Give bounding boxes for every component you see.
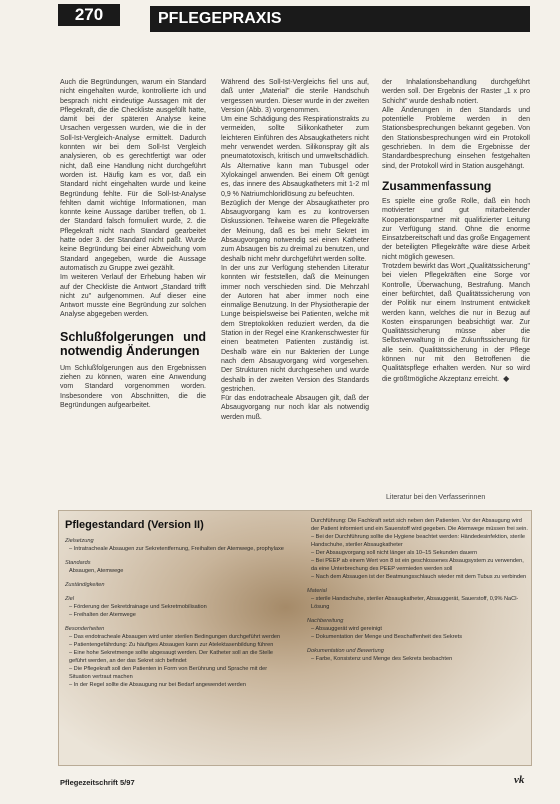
box-list-item: – Der Absaugvorgang soll nicht länger als 10–15 Sekunden dauern xyxy=(311,550,478,556)
journal-footer: Pflegezeitschrift 5/97 xyxy=(60,778,135,787)
box-left-column xyxy=(65,537,287,689)
box-list-item: – Das endotracheale Absaugen wird unter sterilen Bedingungen durchgeführt werden xyxy=(69,634,281,640)
column-1 xyxy=(60,78,206,410)
paragraph: Im weiteren Verlauf der Erhebung haben wir auf der Checkliste die Antwort „Standard trifft nicht zu" aufgenommen. Auf dieser eine Antwort musste eine Begründung zur solchen Analyse abgegeben werden. xyxy=(60,274,206,319)
end-mark-icon: ◆ xyxy=(503,373,510,383)
box-right-column xyxy=(307,517,529,663)
box-list-item: – sterile Handschuhe, steriler Absaugkatheter, Absauggerät, Sauerstoff, 0,9% NaCl-Lösung xyxy=(311,596,519,610)
box-section-label: Besonderheiten xyxy=(65,626,105,632)
paragraph-text: Trotzdem bewirkt das Wort „Qualitätssicherung" bei vielen Pflegekräften eine Sorge vor Kontrolle, Überwachung, Bestrafung. Manch einer befürchtet, daß Qualitätssicherung von der Politik nur einem Instrument entwickelt werden kann, welches die nur in Bezug auf Kosten einsparungen beabsichtigt war. Zur Qualitätssicherung müsse aber die Selbstverwaltung in die Zukunftssicherung für alle sein. Qualitätssicherung in der Pflege können nur mit den Betroffenen die Qualitätspflege erhalten werden. Nur so wird die größtmögliche Akzeptanz erreicht. xyxy=(382,263,530,383)
paragraph-text: Es spielte eine große Rolle, daß ein hoch motivierter und gut mitarbeitender Kooperationspartner mit qualifizierter Leitung zur Verfügung stand. Ohne die enorme Einsatzbereitschaft und das große Engagement der beteiligten Pflegekräfte wäre diese Arbeit nicht möglich gewesen. xyxy=(382,197,530,261)
paragraph xyxy=(382,197,530,262)
box-list-item: – Förderung der Sekretdrainage und Sekretmobilisation xyxy=(69,604,207,610)
box-list-item: – Die Pflegekraft soll den Patienten in Form von Berührung und Sprache mit der Situation vertraut machen xyxy=(69,666,268,680)
page-header xyxy=(0,0,560,34)
column-2 xyxy=(221,78,369,422)
paragraph: In der uns zur Verfügung stehenden Literatur konnten wir feststellen, daß die Meinungen immer noch verschieden sind. Die Mehrzahl der Autoren hat aber immer noch eine einmalige Benutzung. In der Physiotherapie der Lunge beispielsweise bei Patienten, welche mit dem Streptokokken reduziert werden, da die Station in der Regel eine Krankenschwester für einen beatmeten Patienten zuständig ist. Deshalb wäre ein nur Bakterien der Lunge nach dem Absaugvorgang wird vorgesehen. Der Strukturen nicht durchgesehen und wurde deshalb in der zweiten Version des Standards gestrichen. xyxy=(221,264,369,393)
paragraph: Bezüglich der Menge der Absaugkatheter pro Absaugvorgang kam es zu kontroversen Diskussionen. Teilweise waren die Pflegekräfte der Meinung, daß es bei mehr Sekret im Absaugvorgang notwendig sei einen Katheter zum Absaugen bis zu dreimal zu benutzen, und deshalb nicht mehr durchgeführt werden sollte. xyxy=(221,199,369,263)
paragraph: Um Schlußfolgerungen aus den Ergebnissen ziehen zu können, waren eine Anwendung vom Standard vorgenommen worden. Insbesondere von Abschnitten, die die Begründungen aufgearbeitet. xyxy=(60,364,206,409)
page-number: 270 xyxy=(58,4,120,26)
paragraph: Alle Änderungen in den Standards und potentielle Probleme werden in den Stationsbesprechungen bekannt gegeben. Von den Stationsbesprechungen wird ein Protokoll geschrieben. In dem die Ergebnisse der Standardbesprechung einsehen festgehalten sind, der Protokoll wird in Station ausgehängt. xyxy=(382,106,530,170)
box-list-item: – In der Regel sollte die Absaugung nur bei Bedarf angewendet werden xyxy=(69,682,246,688)
box-list-item: – Bei der Durchführung sollte die Hygiene beachtet werden: Händedesinfektion, sterile Handschuhe, steriler Absaugkatheter xyxy=(311,534,525,548)
paragraph: der Inhalationsbehandlung durchgeführt werden soll. Der Ergebnis der Raster „1 x pro Schicht" wurde deshalb notiert. xyxy=(382,79,530,105)
column-3 xyxy=(382,78,530,384)
paragraph: Um eine Schädigung des Respirationstrakts zu vermeiden, sollte Silikonkatheter zum leichteren Einführen des Absaugkatheters nicht mehr verwendet werden. Silikonspray gilt als pneumatotoxisch, kritisch und umweltschädlich. Als Alternative kann man Tubusgel oder Xylokaingel anwenden. Bei einem Oft genügt es, das innere des Absaugkatheters mit 1-2 ml 0,9 % Natriumchloridlösung zu befeuchten. xyxy=(221,116,369,198)
section-title: PFLEGEPRAXIS xyxy=(150,6,530,32)
box-list-item: Absaugen, Atemwege xyxy=(69,568,124,574)
box-list-item: – Farbe, Konsistenz und Menge des Sekrets beobachten xyxy=(311,656,453,662)
box-list-item: – Dokumentation der Menge und Beschaffenheit des Sekrets xyxy=(311,634,463,640)
box-list-item: – Bei PEEP ab einem Wert von 8 ist ein geschlossenes Absaugsystem zu verwenden, da eine Unterbrechung des PEEP vermieden werden soll xyxy=(311,558,524,572)
box-list-item: – Patientengefährdung: Zu häufiges Absaugen kann zur Atelektasenbildung führen xyxy=(69,642,274,648)
box-section-label: Ziel xyxy=(65,596,75,602)
box-list-item: – Absauggerät wird gereinigt xyxy=(311,626,382,632)
paragraph xyxy=(382,262,530,384)
paragraph: Auch die Begründungen, warum ein Standard nicht eingehalten wurde, kontrollierte ich und besprach nicht eindeutige Aussagen mit der Pflegekraft, die die Checkliste ausgefüllt hatte, damit bei der späteren Analyse keine Ursachen vergessen wurden, wie die in der Soll-Ist-Vergleich-Analyse ermittelt. Dadurch konnten wir bei dem Soll-Ist Vergleich analysieren, ob es gerechtfertigt war oder nicht, daß eine Handlung nicht durchgeführt worden ist. Häufig kam es vor, daß ein Standard nicht eingehalten wurde und keine Begründung fehlte. Für die Soll-Ist-Analyse fehlten damit wichtige Informationen, man konnte keine Aussage darüber treffen, ob 1. der Standard falsch formuliert wurde, 2. die Pflegekraft nicht nach Standard gearbeitet hatte oder 3. der Standard nicht paßt. Wurde keine Begründung bei einer Abweichung vom Standard angegeben, wurde die Aussage automatisch zu Gruppe zwei gezählt. xyxy=(60,79,206,272)
box-list-item: Durchführung: Die Fachkraft setzt sich neben den Patienten. Vor der Absaugung wird der Patient informiert und ein Sauerstoff wird gegeben. Die Atemwege müssen frei sein. xyxy=(311,518,528,532)
literature-note: Literatur bei den Verfasserinnen xyxy=(386,494,486,501)
box-list-item: – Nach dem Absaugen ist der Beatmungsschlauch wieder mit dem Tubus zu verbinden xyxy=(311,574,527,580)
standard-box xyxy=(58,510,532,766)
box-section-label: Dokumentation und Bewertung xyxy=(307,648,384,654)
box-section-label: Material xyxy=(307,588,327,594)
box-section-label: Zuständigkeiten xyxy=(65,582,105,588)
box-list-item: – Eine hohe Sekretmenge sollte abgesaugt werden. Der Katheter soll an die Stelle geführt werden, an der das Sekret sich befindet xyxy=(69,650,273,664)
paragraph: Während des Soll-Ist-Vergleichs fiel uns auf, daß unter „Material" die sterile Handschuh vergessen wurden. Dieser wurde in der zweiten Version (Abb. 3) vorgenommen. xyxy=(221,79,369,114)
section-heading: Zusammenfassung xyxy=(382,178,492,193)
box-list-item: – Intratracheale Absaugen zur Sekretentfernung, Freihalten der Atemwege, prophylaxe xyxy=(69,546,284,552)
box-section-label: Nachbereitung xyxy=(307,618,344,624)
box-section-label: Standards xyxy=(65,560,91,566)
box-title: Pflegestandard (Version II) xyxy=(65,519,204,531)
paragraph: Für das endotracheale Absaugen gilt, daß der Absaugvorgang nur noch klar als notwendig werden muß. xyxy=(221,395,369,421)
section-heading: Schlußfolgerungen und notwendig Änderungen xyxy=(60,329,206,358)
box-list-item: – Freihalten der Atemwege xyxy=(69,612,136,618)
box-section-label: Zielsetzung xyxy=(65,538,94,544)
publisher-logo: vk xyxy=(514,774,525,786)
